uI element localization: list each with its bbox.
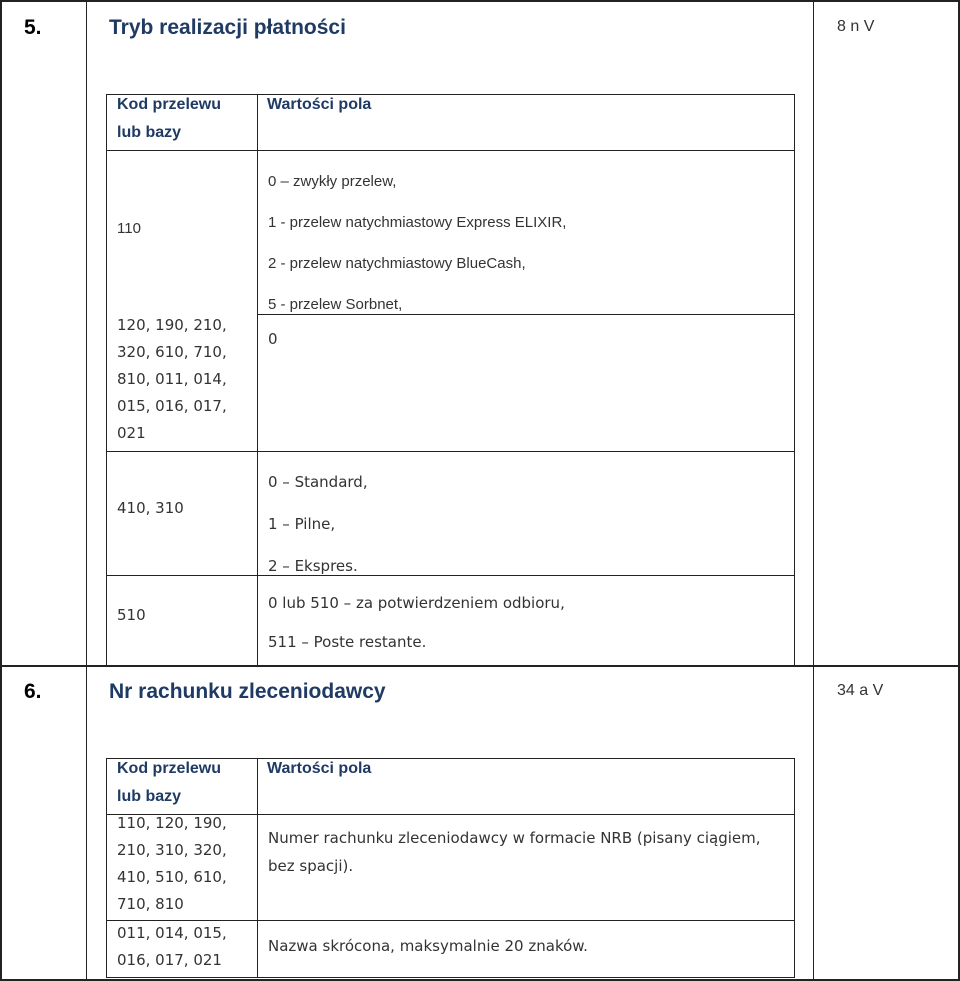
code-line: 510 bbox=[117, 606, 146, 624]
table5-col-divider bbox=[257, 94, 258, 665]
header-code-line: Kod przelewu bbox=[117, 760, 222, 777]
table6-row1-values bbox=[268, 824, 761, 880]
value-line: Nazwa skrócona, maksymalnie 20 znaków. bbox=[268, 937, 588, 955]
value-line: Numer rachunku zleceniodawcy w formacie NRB (pisany ciągiem, bbox=[268, 829, 761, 847]
code-line: 320, 610, 710, bbox=[117, 343, 227, 361]
value-line: 0 bbox=[268, 330, 278, 348]
code-line: 011, 014, 015, bbox=[117, 924, 227, 942]
table6-row1-code bbox=[117, 810, 227, 918]
value-line: 0 – zwykły przelew, bbox=[268, 173, 397, 190]
value-line: 5 - przelew Sorbnet, bbox=[268, 296, 403, 313]
section-6-number: 6. bbox=[24, 680, 42, 703]
table5-row-divider bbox=[106, 575, 795, 576]
value-line: 1 - przelew natychmiastowy Express ELIXIR, bbox=[268, 214, 567, 231]
section-5-tag: 8 n V bbox=[837, 18, 875, 35]
code-line: 016, 017, 021 bbox=[117, 951, 222, 969]
table6-row2-values bbox=[268, 933, 588, 960]
table5-header-values: Wartości pola bbox=[267, 96, 372, 113]
table5-row3-code bbox=[117, 495, 184, 522]
table6-border-right bbox=[794, 758, 795, 978]
code-line: 210, 310, 320, bbox=[117, 841, 227, 859]
value-line: bez spacji). bbox=[268, 857, 354, 875]
table5-row1-code bbox=[117, 215, 141, 242]
table6-col-divider bbox=[257, 758, 258, 978]
code-line: 410, 510, 610, bbox=[117, 868, 227, 886]
code-line: 710, 810 bbox=[117, 895, 184, 913]
value-line: 2 – Ekspres. bbox=[268, 557, 358, 575]
code-line: 120, 190, 210, bbox=[117, 316, 227, 334]
outer-border-left bbox=[0, 0, 2, 981]
outer-border-top bbox=[0, 0, 960, 2]
table5-row1-values bbox=[268, 161, 566, 325]
code-line: 021 bbox=[117, 424, 146, 442]
table5-row3-values bbox=[268, 461, 368, 587]
table5-row4-code bbox=[117, 602, 146, 629]
table6-row2-code bbox=[117, 920, 227, 974]
table5-row-divider bbox=[106, 451, 795, 452]
code-line: 015, 016, 017, bbox=[117, 397, 227, 415]
code-line: 110, 120, 190, bbox=[117, 814, 227, 832]
code-line: 110 bbox=[117, 220, 141, 237]
value-line: 0 lub 510 – za potwierdzeniem odbioru, bbox=[268, 594, 565, 612]
header-code-line: Kod przelewu bbox=[117, 96, 222, 113]
column-divider-right bbox=[813, 0, 814, 981]
code-line: 810, 011, 014, bbox=[117, 370, 227, 388]
value-line: 2 - przelew natychmiastowy BlueCash, bbox=[268, 255, 526, 272]
header-code-line: lub bazy bbox=[117, 124, 182, 141]
table6-border-bottom bbox=[106, 977, 795, 978]
section-5-title: Tryb realizacji płatności bbox=[109, 16, 346, 39]
section-6-title: Nr rachunku zleceniodawcy bbox=[109, 680, 386, 703]
table6-header-code bbox=[117, 755, 221, 811]
table5-header-divider bbox=[106, 150, 795, 151]
table5-header-code bbox=[117, 91, 221, 147]
section-6-tag: 34 a V bbox=[837, 682, 884, 699]
code-line: 410, 310 bbox=[117, 499, 184, 517]
table5-row2-values bbox=[268, 326, 278, 353]
table5-border-right bbox=[794, 94, 795, 665]
table5-row2-code bbox=[117, 312, 227, 447]
column-divider-left bbox=[86, 0, 87, 981]
table6-border-left bbox=[106, 758, 107, 978]
table6-header-values: Wartości pola bbox=[267, 760, 372, 777]
section-5-number: 5. bbox=[24, 16, 42, 39]
table5-border-left bbox=[106, 94, 107, 665]
value-line: 1 – Pilne, bbox=[268, 515, 336, 533]
header-code-line: lub bazy bbox=[117, 788, 182, 805]
section-divider bbox=[0, 665, 960, 667]
table5-row4-values bbox=[268, 584, 565, 662]
value-line: 0 – Standard, bbox=[268, 473, 368, 491]
value-line: 511 – Poste restante. bbox=[268, 633, 427, 651]
